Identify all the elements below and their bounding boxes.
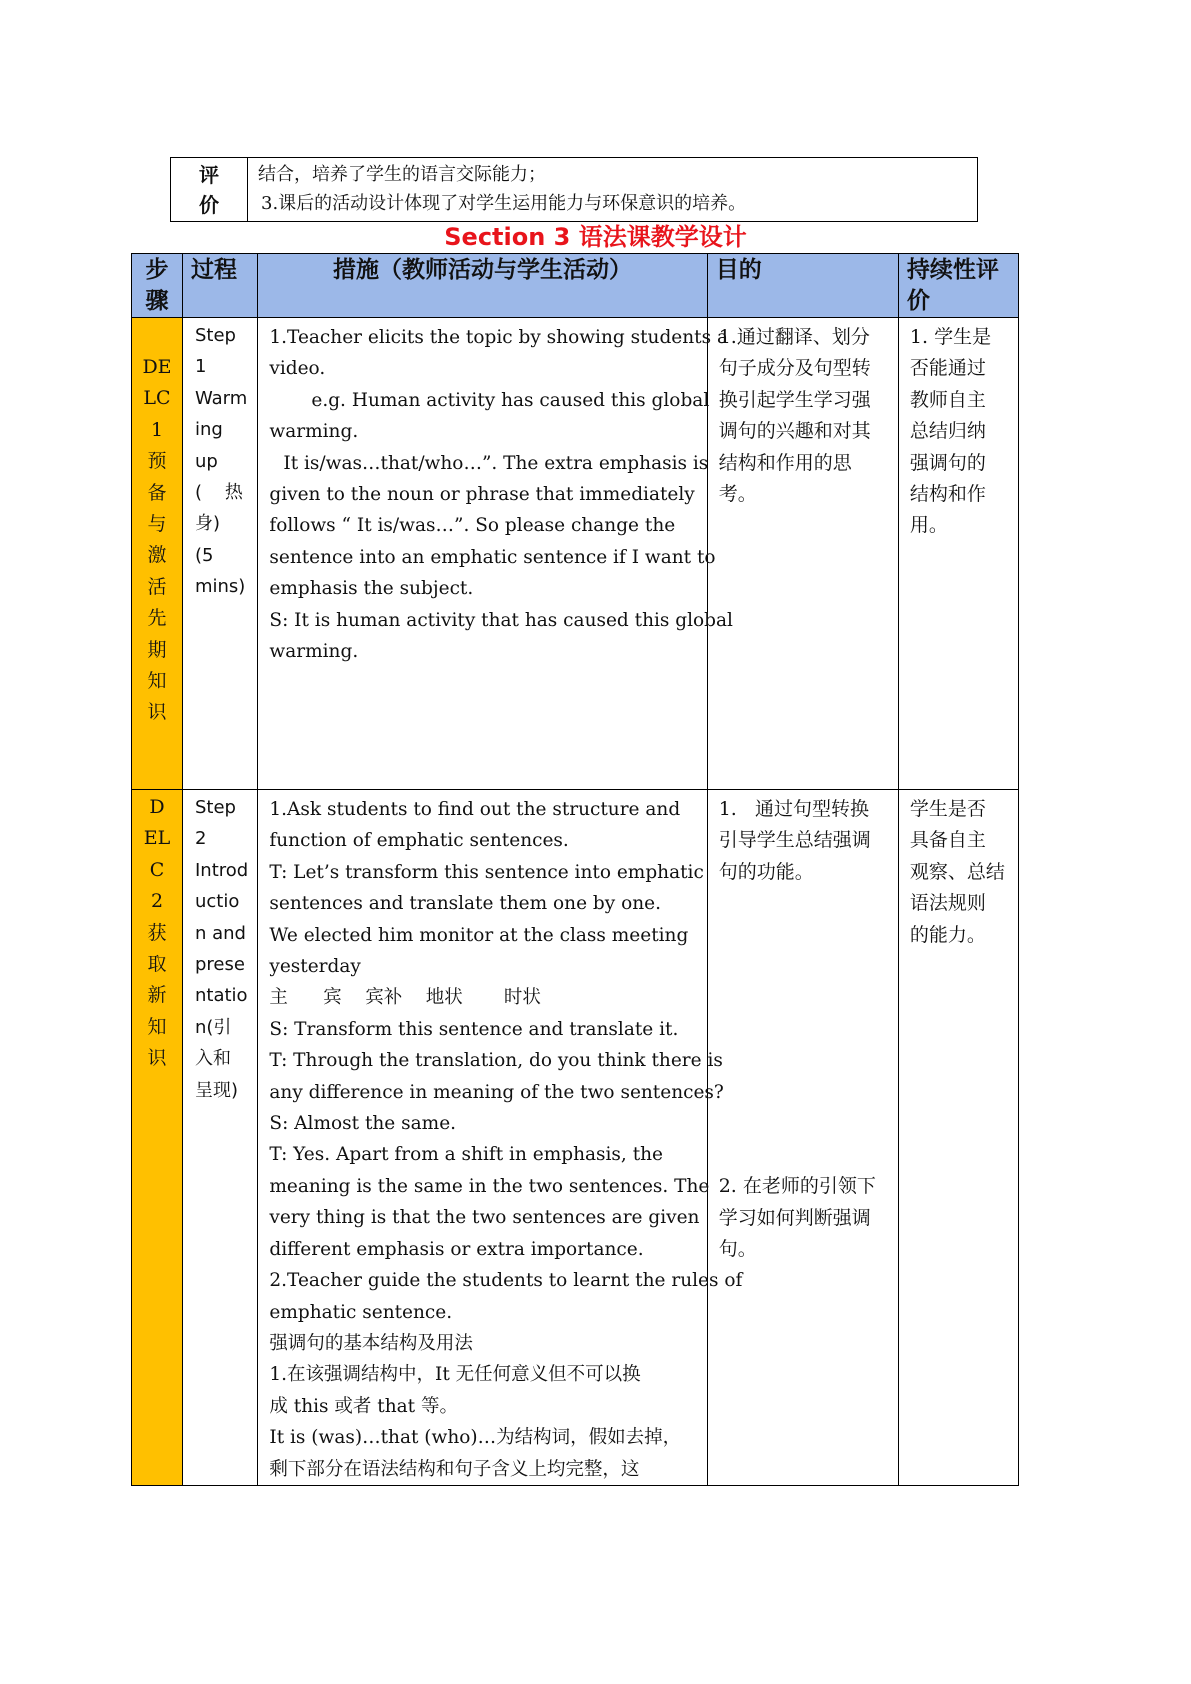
- goal-cell: 1. 通过句型转换 引导学生总结强调 句的功能。 2. 在老师的引领下 学习如何判断强调 句。: [707, 790, 898, 1486]
- step-cell: DE LC 1 预 备 与 激 活 先 期 知 识: [132, 318, 183, 790]
- eval-cell: 学生是否 具备自主 观察、总结 语法规则 的能力。: [898, 790, 1018, 1486]
- goal-cell: 1.通过翻译、划分 句子成分及句型转 换引起学生学习强 调句的兴趣和对其 结构和作用的思 考。: [707, 318, 898, 790]
- evaluation-table-fragment: [170, 157, 978, 222]
- process-cell: Step 2 Introd uctio n and prese ntatio n(引 入和 呈现): [182, 790, 257, 1486]
- measures-cell: 1.Ask students to find out the structure and function of emphatic sentences. T: Let’s transform this sentence into emphatic sentences and translate them one by one. We elected him monitor at the class meeting yesterday 主 宾 宾补 地状 时状 S: Transform this sentence and translate it. T: Through the translation, do you think there is any difference in meaning of the two sentences? S: Almost the same. T: Yes. Apart from a shift in emphasis, the meaning is the same in the two sentences. The very thing is that the two sentences are given different emphasis or extra importance. 2.Teacher guide the students to learnt the rules of emphatic sentence. 强调句的基本结构及用法 1.在该强调结构中，It 无任何意义但不可以换 成 this 或者 that 等。 It is (was)…that (who)…为结构词，假如去掉， 剩下部分在语法结构和句子含义上均完整，这: [258, 790, 707, 1486]
- header-measures: 措施（教师活动与学生活动）: [258, 254, 707, 318]
- header-eval: 持续性评 价: [898, 254, 1018, 318]
- table-row: [132, 790, 1019, 1486]
- table-row: [132, 318, 1019, 790]
- header-step: 步 骤: [132, 254, 183, 318]
- lesson-plan-table: [131, 253, 1019, 1486]
- eval-cell: 1. 学生是 否能通过 教师自主 总结归纳 强调句的 结构和作 用。: [898, 318, 1018, 790]
- process-cell: Step 1 Warm ing up ( 热 身) (5 mins): [182, 318, 257, 790]
- goal-spacer: [719, 888, 890, 1171]
- measures-cell: 1.Teacher elicits the topic by showing students a video. e.g. Human activity has caused this global warming. It is/was…that/who…”. The extra emphasis is given to the noun or phrase that immediately follows “ It is/was…”. So please change the sentence into an emphatic sentence if I want to emphasis the subject. S: It is human activity that has caused this global warming.: [258, 318, 707, 790]
- header-goal: 目的: [707, 254, 898, 318]
- step-cell: D EL C 2 获 取 新 知 识: [132, 790, 183, 1486]
- evaluation-label: 评 价: [171, 158, 248, 221]
- section-title: Section 3 语法课教学设计: [444, 223, 747, 251]
- header-process: 过程: [182, 254, 257, 318]
- evaluation-content: 结合，培养了学生的语言交际能力； 3.课后的活动设计体现了对学生运用能力与环保意识的培养。: [258, 164, 747, 214]
- header-row: [132, 254, 1019, 318]
